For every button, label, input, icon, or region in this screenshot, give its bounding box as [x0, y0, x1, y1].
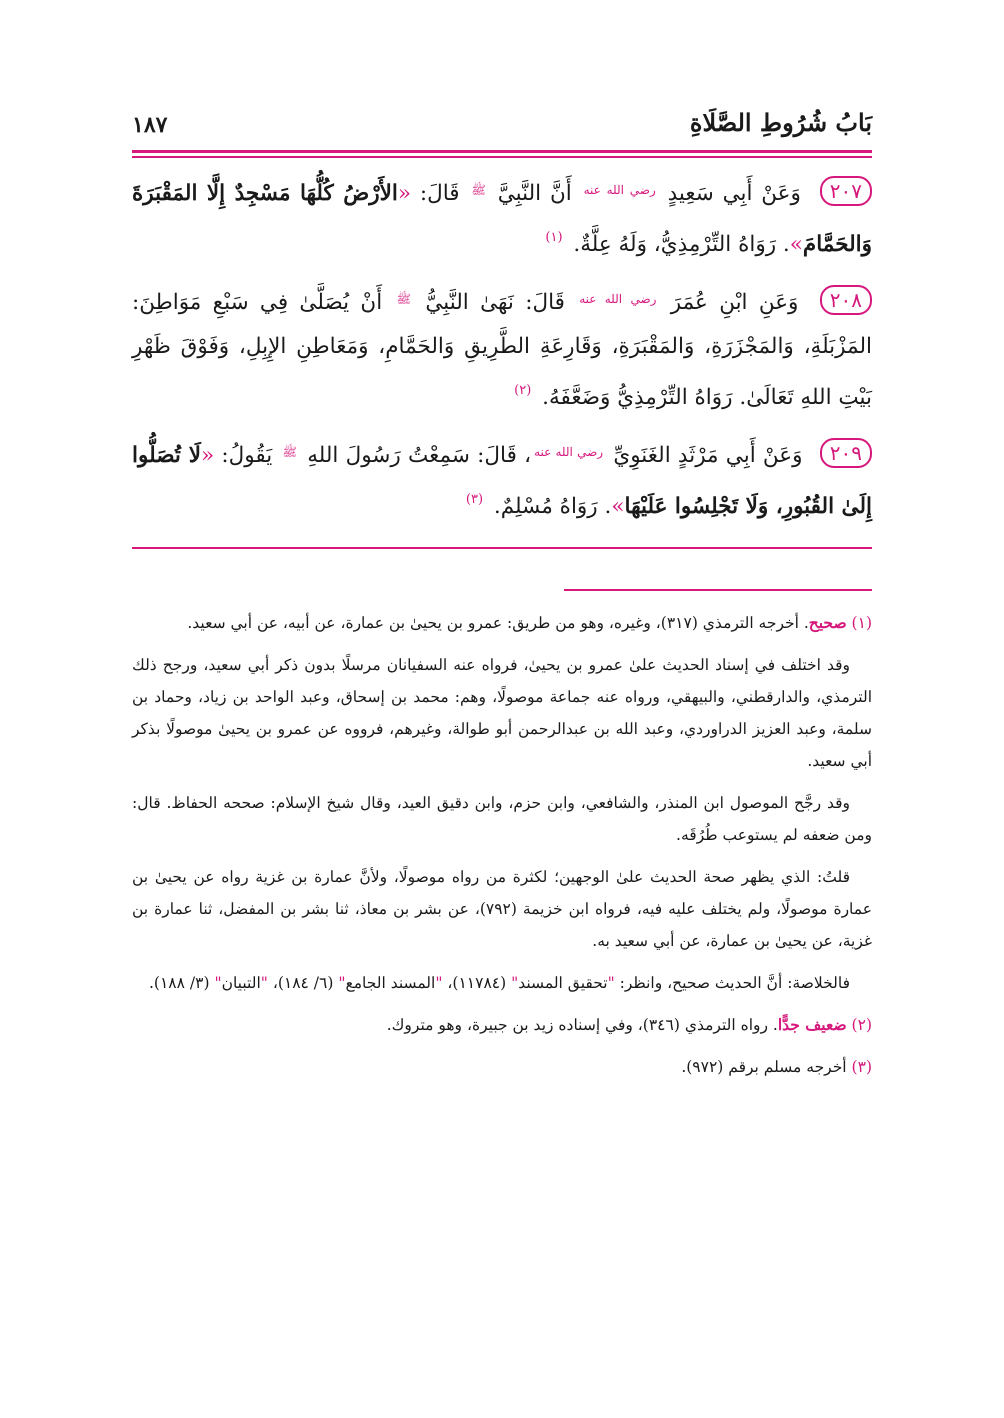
hadith-tail: . رَوَاهُ التِّرْمِذِيُّ، وَلَهُ عِلَّةٌ.	[573, 232, 790, 257]
footnote-number: (٢)	[851, 1016, 872, 1034]
prophet-salutation-glyph: ﷺ	[471, 183, 486, 197]
hadith-mid: أَنَّ النَّبِيَّ	[497, 181, 572, 206]
footnote-paragraph: وقد اختلف في إسناد الحديث علىٰ عمرو بن يحيىٰ، فرواه عنه السفيانان مرسلًا بدون ذكر أبي سعيد، ورجح ذلك الترمذي، والدارقطني، والبيهقي، ورواه عنه جماعة موصولًا، وهم: محمد بن إسحاق، وعبد الواحد بن زياد، وحماد بن سلمة، وعبد العزيز الدراوردي، وعبد الله بن عبدالرحمن أبو طوالة، وغيرهم، فرووه عن عمرو بن يحيىٰ موصولًا بذكر أبي سعيد.	[132, 656, 872, 770]
honorific-glyph: رضي الله عنه	[583, 183, 656, 197]
footnote-text: . رواه الترمذي (٣٤٦)، وفي إسناده زيد بن جبيرة، وهو متروك.	[386, 1016, 778, 1034]
prophet-salutation-glyph: ﷺ	[282, 445, 297, 459]
header-rule-thick	[132, 150, 872, 153]
footnote-ref[interactable]: (٢)	[514, 383, 532, 398]
summary-label: فالخلاصة:	[787, 974, 850, 992]
quote-close: »	[611, 494, 625, 519]
page-header	[132, 108, 872, 148]
hadith-207	[132, 168, 872, 267]
cited-work: تحقيق المسند	[518, 974, 608, 992]
hadith-mid: قَالَ: نَهَىٰ النَّبِيُّ	[425, 290, 565, 315]
hadith-quote: لَا تُصَلُّوا إِلَىٰ القُبُورِ، وَلَا تَجْلِسُوا عَلَيْهَا	[132, 443, 872, 519]
hadith-said: يَقُولُ:	[221, 443, 273, 468]
footnote-ref[interactable]: (٣)	[465, 492, 484, 507]
footnote-number: (٣)	[851, 1058, 872, 1076]
header-rule-thin	[132, 156, 872, 158]
cited-work: التبيان	[221, 974, 261, 992]
footnote-1	[132, 607, 872, 639]
hadith-body: أَنْ يُصَلَّىٰ فِي سَبْعِ مَوَاطِنَ: المَزْبَلَةِ، وَالمَجْزَرَةِ، وَالمَقْبَرَةِ، وَقَارِعَةِ الطَّرِيقِ وَالحَمَّامِ، وَمَعَاطِنِ الإِبِلِ، وَفَوْقَ ظَهْرِ بَيْتِ اللهِ تَعَالَىٰ. رَوَاهُ التِّرْمِذِيُّ وَضَعَّفَهُ.	[132, 290, 872, 410]
footnote-3	[132, 1051, 872, 1083]
summary-text: (٦/ ١٨٤)،	[267, 974, 339, 992]
quote-open: «	[397, 181, 412, 206]
footnote-summary: فالخلاصة: أنَّ الحديث صحيح، وانظر: "تحقيق المسند" (١١٧٨٤)، "المسند الجامع" (٦/ ١٨٤)، "التبيان" (٣/ ١٨٨).	[149, 974, 850, 992]
footnote-text: الذي يظهر صحة الحديث علىٰ الوجهين؛ لكثرة من رواه موصولًا، ولأنَّ عمارة بن غزية رواه عن يحيىٰ بن عمارة موصولًا، ولم يختلف عليه فيه، فرواه ابن خزيمة (٧٩٢)، عن بشر بن معاذ، ثنا بشر بن المفضل، ثنا عمارة بن غزية، عن يحيىٰ بن عمارة، عن أبي سعيد به.	[132, 868, 872, 950]
page	[132, 108, 872, 1093]
hadith-said: قَالَ:	[419, 181, 460, 206]
summary-text: (٣/ ١٨٨).	[149, 974, 215, 992]
footnote-grade: صحيح	[808, 613, 847, 632]
cited-work: المسند الجامع	[345, 974, 436, 992]
footnote-paragraph	[132, 861, 872, 957]
hadith-quote: الأَرْضُ كُلُّهَا مَسْجِدٌ إِلَّا المَقْبَرَةَ وَالحَمَّامَ	[132, 181, 872, 257]
honorific-glyph: رضي الله عنه	[534, 445, 604, 459]
summary-text: (١١٧٨٤)،	[442, 974, 512, 992]
hadith-208	[132, 277, 872, 420]
footnote-text: أخرجه مسلم برقم (٩٧٢).	[681, 1058, 852, 1076]
footnote-2	[132, 1009, 872, 1041]
hadith-intro: وَعَنِ ابْنِ عُمَرَ	[670, 290, 799, 315]
page-number: ١٨٧	[132, 112, 168, 138]
footnote-grade: ضعيف جدًّا	[777, 1015, 847, 1034]
quote-close: »	[789, 232, 803, 257]
prophet-salutation-glyph: ﷺ	[396, 292, 411, 306]
qult-label: قلتُ:	[817, 868, 850, 886]
content-bottom-rule	[132, 547, 872, 549]
hadith-tail: . رَوَاهُ مُسْلِمٌ.	[493, 494, 612, 519]
footnote-text: . أخرجه الترمذي (٣١٧)، وغيره، وهو من طريق: عمرو بن يحيىٰ بن عمارة، عن أبيه، عن أبي سعيد.	[187, 614, 809, 632]
hadith-intro: وَعَنْ أَبِي مَرْثَدٍ الغَنَوِيِّ	[613, 443, 803, 468]
footnotes	[132, 607, 872, 1083]
hadith-209	[132, 430, 872, 529]
hadith-intro: وَعَنْ أَبِي سَعِيدٍ	[667, 181, 801, 206]
footnote-divider	[564, 589, 872, 591]
footnote-paragraph: وقد رجَّح الموصول ابن المنذر، والشافعي، وابن حزم، وابن دقيق العيد، وقال شيخ الإسلام: صححه الحفاظ. قال: ومن ضعفه لم يستوعب طُرُقَه.	[132, 794, 872, 844]
footnote-ref[interactable]: (١)	[545, 230, 563, 245]
hadith-number-badge: ٢٠٧	[820, 176, 872, 206]
hadith-number-badge: ٢٠٨	[820, 285, 872, 315]
summary-text: أنَّ الحديث صحيح، وانظر:	[614, 974, 788, 992]
hadith-number-badge: ٢٠٩	[820, 438, 872, 468]
honorific-glyph: رضي الله عنه	[579, 292, 657, 306]
chapter-title: بَابُ شُرُوطِ الصَّلَاةِ	[689, 108, 872, 137]
quote-open: «	[200, 443, 215, 468]
hadith-mid: ، قَالَ: سَمِعْتُ رَسُولَ اللهِ	[307, 443, 532, 468]
footnote-number: (١)	[851, 614, 872, 632]
